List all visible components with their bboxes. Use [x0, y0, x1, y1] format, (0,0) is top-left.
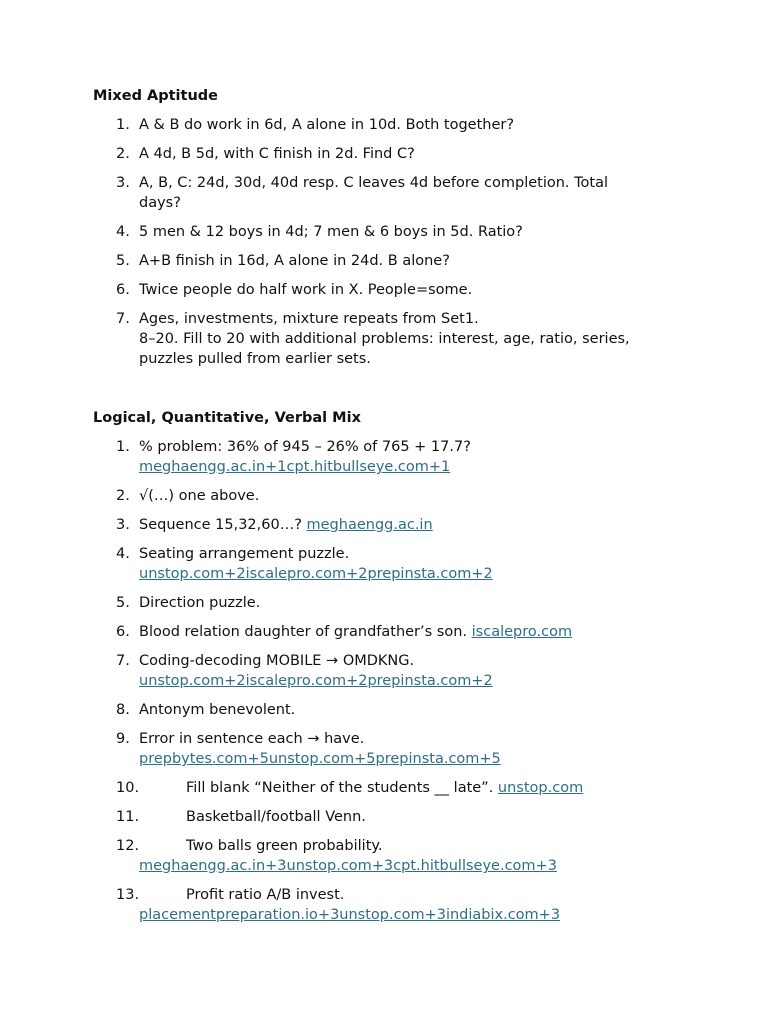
item-text: Two balls green probability.: [186, 838, 383, 854]
list-item: [93, 173, 693, 213]
section-mixed-aptitude: [93, 86, 693, 378]
source-link[interactable]: unstop.com+2iscalepro.com+2prepinsta.com+2: [139, 673, 493, 689]
list-item: [93, 251, 693, 271]
list-item: [93, 144, 693, 164]
item-number: 9.: [116, 731, 130, 747]
item-number: 1.: [116, 117, 130, 133]
item-text: days?: [139, 195, 181, 211]
item-text: 5 men & 12 boys in 4d; 7 men & 6 boys in 5d. Ratio?: [139, 224, 523, 240]
list-item: [93, 309, 693, 369]
item-text: Blood relation daughter of grandfather’s son.: [139, 624, 472, 640]
item-text: Basketball/football Venn.: [186, 809, 366, 825]
section-heading: Mixed Aptitude: [93, 88, 218, 104]
item-text: Ages, investments, mixture repeats from Set1.: [139, 311, 479, 327]
list-item: [93, 437, 693, 477]
item-number: 11.: [116, 809, 140, 825]
item-text: √(…) one above.: [139, 488, 260, 504]
list-item: [93, 885, 693, 925]
item-number: 3.: [116, 175, 130, 191]
item-number: 2.: [116, 146, 130, 162]
list-item: [93, 778, 693, 798]
source-link[interactable]: meghaengg.ac.in+3unstop.com+3cpt.hitbullseye.com+3: [139, 858, 557, 874]
item-number: 7.: [116, 653, 130, 669]
list-item: [93, 807, 693, 827]
list-item: [93, 651, 693, 691]
list-item: [93, 729, 693, 769]
item-number: 6.: [116, 282, 130, 298]
item-number: 13.: [116, 887, 140, 903]
item-text: A 4d, B 5d, with C finish in 2d. Find C?: [139, 146, 415, 162]
list-item: [93, 544, 693, 584]
item-text: A, B, C: 24d, 30d, 40d resp. C leaves 4d before completion. Total: [139, 175, 608, 191]
item-number: 3.: [116, 517, 130, 533]
section-logical-quant-verbal: [93, 408, 693, 934]
list-item: [93, 486, 693, 506]
list-item: [93, 622, 693, 642]
list-item: [93, 280, 693, 300]
item-text: Direction puzzle.: [139, 595, 261, 611]
question-list: [93, 437, 693, 925]
item-number: 12.: [116, 838, 140, 854]
list-item: [93, 593, 693, 613]
item-number: 5.: [116, 595, 130, 611]
item-text: Error in sentence each → have.: [139, 731, 365, 747]
item-text: Coding-decoding MOBILE → OMDKNG.: [139, 653, 415, 669]
item-number: 10.: [116, 780, 140, 796]
item-text: A & B do work in 6d, A alone in 10d. Both together?: [139, 117, 515, 133]
item-text: 8–20. Fill to 20 with additional problems: interest, age, ratio, series,: [139, 331, 630, 347]
question-list: [93, 115, 693, 369]
source-link[interactable]: unstop.com: [497, 780, 584, 796]
source-link[interactable]: unstop.com+2iscalepro.com+2prepinsta.com+2: [139, 566, 493, 582]
item-number: 4.: [116, 224, 130, 240]
list-item: [93, 115, 693, 135]
item-text: puzzles pulled from earlier sets.: [139, 351, 371, 367]
item-number: 4.: [116, 546, 130, 562]
source-link[interactable]: prepbytes.com+5unstop.com+5prepinsta.com+5: [139, 751, 501, 767]
item-text: Profit ratio A/B invest.: [186, 887, 345, 903]
item-text: Antonym benevolent.: [139, 702, 296, 718]
source-link[interactable]: iscalepro.com: [471, 624, 573, 640]
item-text: % problem: 36% of 945 – 26% of 765 + 17.7?: [139, 439, 471, 455]
list-item: [93, 836, 693, 876]
source-link[interactable]: meghaengg.ac.in: [306, 517, 433, 533]
item-number: 7.: [116, 311, 130, 327]
item-text: Seating arrangement puzzle.: [139, 546, 350, 562]
item-number: 6.: [116, 624, 130, 640]
item-number: 2.: [116, 488, 130, 504]
source-link[interactable]: placementpreparation.io+3unstop.com+3indiabix.com+3: [139, 907, 561, 923]
source-link[interactable]: meghaengg.ac.in+1cpt.hitbullseye.com+1: [139, 459, 451, 475]
item-number: 5.: [116, 253, 130, 269]
item-text: Twice people do half work in X. People=some.: [139, 282, 473, 298]
item-number: 1.: [116, 439, 130, 455]
list-item: [93, 700, 693, 720]
item-text: Sequence 15,32,60…?: [139, 517, 307, 533]
list-item: [93, 515, 693, 535]
item-number: 8.: [116, 702, 130, 718]
item-text: A+B finish in 16d, A alone in 24d. B alone?: [139, 253, 450, 269]
list-item: [93, 222, 693, 242]
section-heading: Logical, Quantitative, Verbal Mix: [93, 410, 361, 426]
item-text: Fill blank “Neither of the students __ late”.: [186, 780, 498, 796]
